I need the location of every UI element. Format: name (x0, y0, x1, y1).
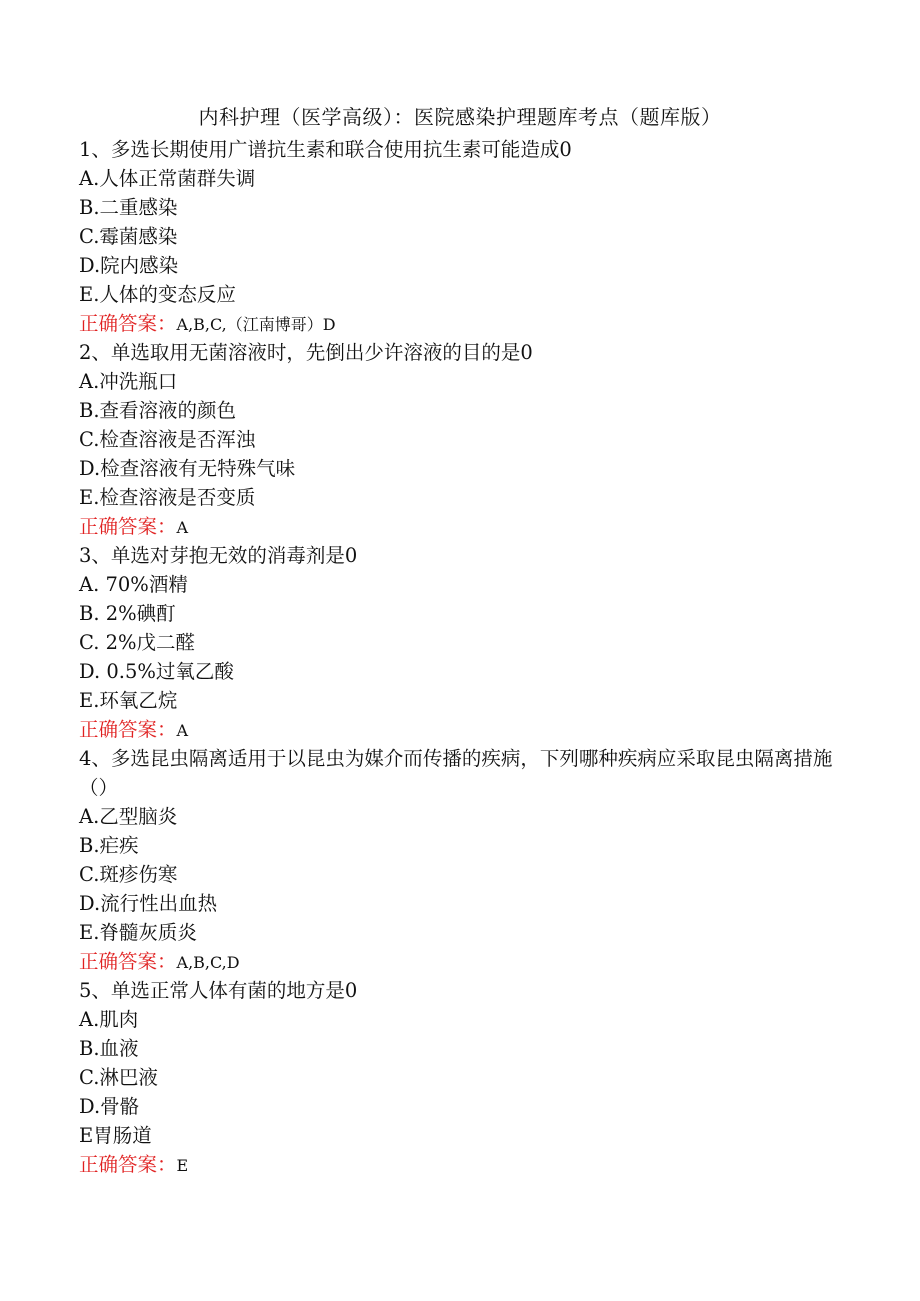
question-stem: 3、单选对芽抱无效的消毒剂是0 (79, 544, 358, 567)
correct-answer (79, 947, 839, 976)
answer-label: 正确答案： (79, 312, 177, 335)
option-c: C.检查溶液是否浑浊 (79, 428, 256, 451)
question-list (79, 135, 839, 1179)
option-a: A.肌肉 (79, 1008, 139, 1031)
answer-value: A (176, 518, 189, 537)
answer-label: 正确答案： (79, 950, 177, 973)
page-title: 内科护理（医学高级）：医院感染护理题库考点（题库版） (198, 105, 722, 129)
correct-answer (79, 1150, 839, 1179)
question-3 (79, 541, 839, 744)
option-e: E.脊髓灰质炎 (79, 921, 197, 944)
question-stem: 1、多选长期使用广谱抗生素和联合使用抗生素可能造成0 (79, 138, 572, 161)
option-c: C.淋巴液 (79, 1066, 158, 1089)
option-a: A.乙型脑炎 (79, 805, 178, 828)
answer-label: 正确答案： (79, 515, 177, 538)
option-a: A.人体正常菌群失调 (79, 167, 256, 190)
option-a: A.冲洗瓶口 (79, 370, 178, 393)
option-d: D.骨骼 (79, 1095, 140, 1118)
option-e: E胃肠道 (79, 1124, 152, 1147)
question-2 (79, 338, 839, 541)
option-b: B. 2%碘酊 (79, 602, 176, 625)
option-d: D.流行性出血热 (79, 892, 218, 915)
answer-value: A,B,C,D (176, 953, 240, 972)
correct-answer (79, 715, 839, 744)
option-b: B.查看溶液的颜色 (79, 399, 237, 422)
option-b: B.血液 (79, 1037, 139, 1060)
question-1 (79, 135, 839, 338)
option-c: C.斑疹伤寒 (79, 863, 178, 886)
option-d: D. 0.5%过氧乙酸 (79, 660, 234, 683)
option-d: D.检查溶液有无特殊气味 (79, 457, 296, 480)
question-stem: 2、单选取用无菌溶液时，先倒出少许溶液的目的是0 (79, 341, 533, 364)
option-d: D.院内感染 (79, 254, 179, 277)
answer-value: E (176, 1156, 189, 1175)
option-b: B.疟疾 (79, 834, 139, 857)
option-c: C. 2%戊二醛 (79, 631, 196, 654)
option-b: B.二重感染 (79, 196, 178, 219)
option-e: E.环氧乙烷 (79, 689, 178, 712)
answer-value: A,B,C,（江南博哥）D (176, 315, 336, 334)
question-5 (79, 976, 839, 1179)
option-e: E.人体的变态反应 (79, 283, 236, 306)
option-c: C.霉菌感染 (79, 225, 178, 248)
option-e: E.检查溶液是否变质 (79, 486, 256, 509)
correct-answer (79, 512, 839, 541)
question-stem: 5、单选正常人体有菌的地方是0 (79, 979, 358, 1002)
answer-value: A (176, 721, 189, 740)
correct-answer (79, 309, 839, 338)
question-4 (79, 744, 839, 976)
answer-label: 正确答案： (79, 718, 177, 741)
option-a: A. 70%酒精 (79, 573, 188, 596)
question-stem: 4、多选昆虫隔离适用于以昆虫为媒介而传播的疾病，下列哪种疾病应采取昆虫隔离措施（） (79, 747, 833, 799)
answer-label: 正确答案： (79, 1153, 177, 1176)
